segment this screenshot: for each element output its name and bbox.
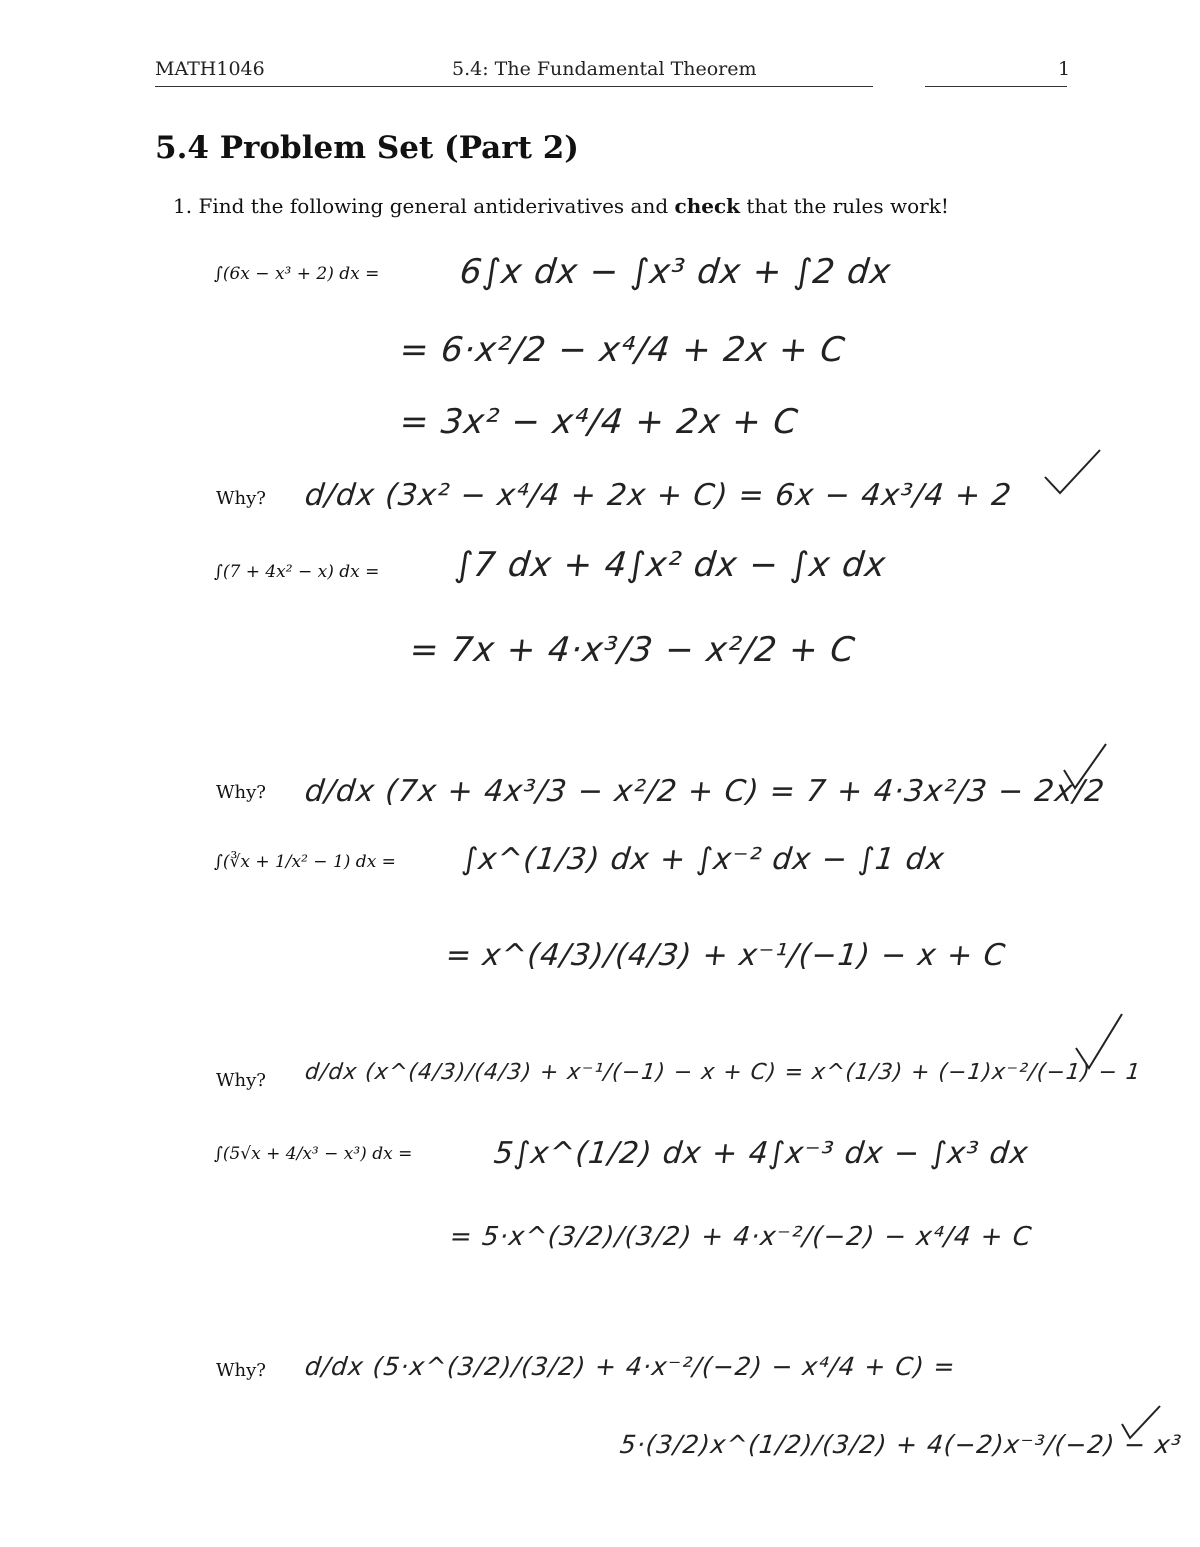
question-text	[173, 194, 949, 218]
work-3-line-1: ∫x^(1/3) dx + ∫x⁻² dx − ∫1 dx	[460, 842, 947, 877]
header-page-number: 1	[1058, 58, 1071, 80]
work-3-line-2: = x^(4/3)/(4/3) + x⁻¹/(−1) − x + C	[444, 938, 1008, 973]
header-rule-right	[925, 86, 1067, 87]
work-1-line-1: 6∫x dx − ∫x³ dx + ∫2 dx	[457, 252, 894, 292]
header-section: 5.4: The Fundamental Theorem	[452, 58, 757, 80]
integral-4: ∫(5√x + 4/x³ − x³) dx =	[214, 1144, 413, 1164]
work-1-line-3: = 3x² − x⁴/4 + 2x + C	[397, 402, 801, 442]
checkmark-icon	[1040, 445, 1105, 500]
why-label-2: Why?	[216, 782, 266, 803]
work-4-line-1: 5∫x^(1/2) dx + 4∫x⁻³ dx − ∫x³ dx	[492, 1136, 1031, 1171]
checkmark-icon	[1060, 740, 1110, 795]
integral-2: ∫(7 + 4x² − x) dx =	[214, 562, 380, 582]
integral-1: ∫(6x − x³ + 2) dx =	[214, 264, 380, 284]
work-4-line-2: = 5·x^(3/2)/(3/2) + 4·x⁻²/(−2) − x⁴/4 + C	[448, 1222, 1034, 1252]
question-bold-word: check	[674, 194, 741, 218]
why-label-1: Why?	[216, 488, 266, 509]
header-course: MATH1046	[155, 58, 265, 80]
checkmark-icon	[1072, 1010, 1127, 1072]
work-2-line-2: = 7x + 4·x³/3 − x²/2 + C	[407, 630, 858, 670]
why-label-3: Why?	[216, 1070, 266, 1091]
check-4-result: 5·(3/2)x^(1/2)/(3/2) + 4(−2)x⁻³/(−2) − x³	[618, 1430, 1184, 1459]
question-text-after: that the rules work!	[746, 194, 949, 218]
page-title: 5.4 Problem Set (Part 2)	[155, 130, 579, 166]
check-4: d/dx (5·x^(3/2)/(3/2) + 4·x⁻²/(−2) − x⁴/4 + C) =	[303, 1352, 958, 1381]
check-2: d/dx (7x + 4x³/3 − x²/2 + C) = 7 + 4·3x²/3 − 2x/2	[303, 774, 1107, 809]
question-number: 1.	[173, 194, 193, 218]
integral-3: ∫(∛x + 1/x² − 1) dx =	[214, 852, 396, 872]
work-1-line-2: = 6·x²/2 − x⁴/4 + 2x + C	[397, 330, 848, 370]
check-3: d/dx (x^(4/3)/(4/3) + x⁻¹/(−1) − x + C) = x^(1/3) + (−1)x⁻²/(−1) − 1	[303, 1060, 1143, 1085]
header-rule-left	[155, 86, 873, 87]
why-label-4: Why?	[216, 1360, 266, 1381]
check-1: d/dx (3x² − x⁴/4 + 2x + C) = 6x − 4x³/4 + 2	[303, 478, 1014, 513]
work-2-line-1: ∫7 dx + 4∫x² dx − ∫x dx	[452, 545, 889, 585]
question-text-before: Find the following general antiderivatives and	[198, 194, 669, 218]
checkmark-icon	[1118, 1400, 1163, 1442]
